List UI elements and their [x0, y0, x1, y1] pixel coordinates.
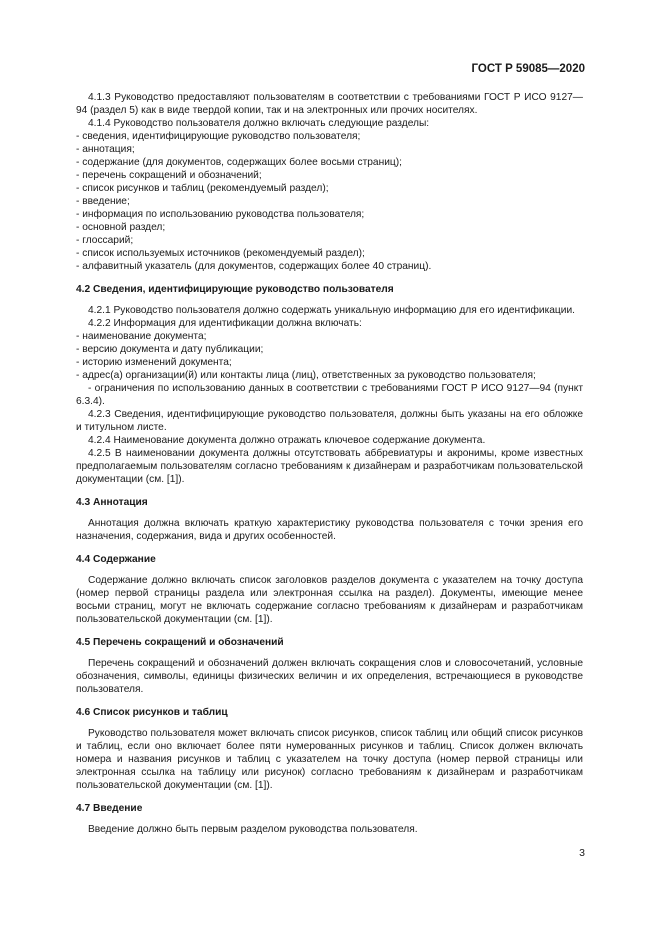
list-item: - информация по использованию руководства пользователя;: [76, 209, 365, 220]
list-item: - сведения, идентифицирующие руководство пользователя;: [76, 131, 361, 142]
list-item: - основной раздел;: [76, 222, 166, 233]
page-body: [76, 91, 583, 836]
paragraph-4-6: Руководство пользователя может включать список рисунков, список таблиц или общий список рисунков и таблиц, если оно включает более пяти нумерованных рисунков и таблиц. Список должен включать номера и названия рисунков и таблиц с указателем на точку доступа (номер первой страницы или электронная ссылка на таблицу или рисунок) согласно требованиям к дизайнерам и разработчикам пользовательской документации (см. [1]).: [76, 728, 583, 791]
sections-list: [76, 130, 583, 273]
paragraph-4-3: Аннотация должна включать краткую характеристику руководства пользователя с точки зрения его назначения, содержания, вида и других особенностей.: [76, 518, 583, 542]
list-item: - наименование документа;: [76, 331, 207, 342]
list-item: - перечень сокращений и обозначений;: [76, 170, 262, 181]
paragraph-4-4: Содержание должно включать список заголовков разделов документа с указателем на точку доступа (номер первой страницы раздела или электронная ссылка на раздел). Документы, имеющие менее восьми страниц, могут не включать содержание согласно требованиям к дизайнерам и разработчикам пользовательской документации (см. [1]).: [76, 575, 583, 625]
clause-4-2-2: 4.2.2 Информация для идентификации должна включать:: [88, 318, 362, 329]
section-heading-4-3: 4.3 Аннотация: [76, 497, 148, 508]
clause-4-1-3: 4.1.3 Руководство предоставляют пользователям в соответствии с требованиями ГОСТ Р ИСО 9127—94 (раздел 5) как в виде твердой копии, так и на электронных или прочих носителях.: [76, 92, 583, 116]
section-heading-4-7: 4.7 Введение: [76, 803, 143, 814]
list-item: - историю изменений документа;: [76, 357, 232, 368]
page-number: 3: [579, 847, 585, 859]
clause-4-1-4: 4.1.4 Руководство пользователя должно включать следующие разделы:: [88, 118, 430, 129]
list-item: - версию документа и дату публикации;: [76, 344, 264, 355]
list-item: - глоссарий;: [76, 235, 134, 246]
document-code: ГОСТ Р 59085—2020: [471, 63, 585, 75]
list-item: - список рисунков и таблиц (рекомендуемый раздел);: [76, 183, 329, 194]
paragraph-4-7: Введение должно быть первым разделом руководства пользователя.: [88, 824, 418, 835]
section-heading-4-2: 4.2 Сведения, идентифицирующие руководство пользователя: [76, 284, 394, 295]
list-item: - список используемых источников (рекомендуемый раздел);: [76, 248, 365, 259]
list-item: - аннотация;: [76, 144, 135, 155]
list-item: - введение;: [76, 196, 130, 207]
section-heading-4-4: 4.4 Содержание: [76, 554, 156, 565]
clause-4-2-4: 4.2.4 Наименование документа должно отражать ключевое содержание документа.: [88, 435, 486, 446]
identification-list: [76, 330, 583, 408]
list-item: - ограничения по использованию данных в соответствии с требованиями ГОСТ Р ИСО 9127—94 (пункт 6.3.4).: [76, 383, 583, 407]
clause-4-2-3: 4.2.3 Сведения, идентифицирующие руководство пользователя, должны быть указаны на его обложке и титульном листе.: [76, 409, 583, 433]
section-heading-4-5: 4.5 Перечень сокращений и обозначений: [76, 637, 284, 648]
paragraph-4-5: Перечень сокращений и обозначений должен включать сокращения слов и словосочетаний, условные обозначения, символы, единицы физических величин и их определения, встречающиеся в руководстве пользователя.: [76, 658, 583, 695]
clause-4-2-5: 4.2.5 В наименовании документа должны отсутствовать аббревиатуры и акронимы, кроме известных предполагаемым пользователям согласно требованиям к дизайнерам и разработчикам пользовательской документации (см. [1]).: [76, 448, 583, 485]
clause-4-2-1: 4.2.1 Руководство пользователя должно содержать уникальную информацию для его идентификации.: [88, 305, 575, 316]
list-item: - алфавитный указатель (для документов, содержащих более 40 страниц).: [76, 261, 432, 272]
section-heading-4-6: 4.6 Список рисунков и таблиц: [76, 707, 228, 718]
list-item: - содержание (для документов, содержащих более восьми страниц);: [76, 157, 402, 168]
list-item: - адрес(а) организации(й) или контакты лица (лиц), ответственных за руководство пользователя;: [76, 370, 536, 381]
